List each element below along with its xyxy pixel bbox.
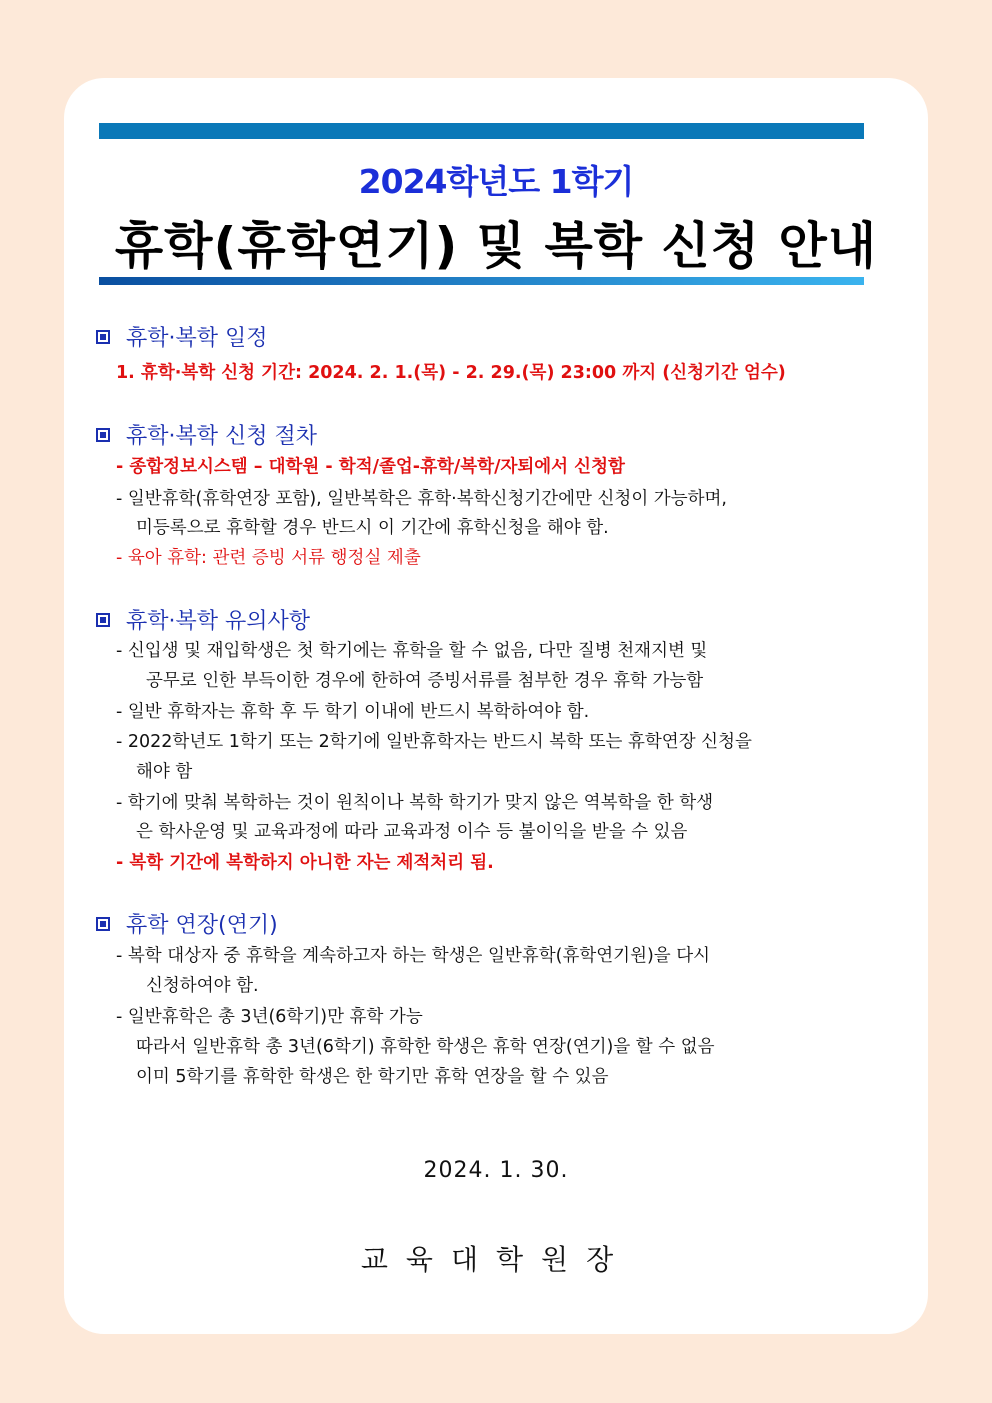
notice-title: 휴학(휴학연기) 및 복학 신청 안내 [114,217,878,275]
notes-line: 해야 함 [136,762,193,782]
section-heading-procedure [96,419,317,450]
square-bullet-icon [96,917,110,931]
section-heading-text: 휴학·복학 유의사항 [126,609,311,634]
notice-card [64,78,928,1334]
bottom-accent-bar [99,277,864,285]
notice-subtitle: 2024학년도 1학기 [358,162,634,201]
notes-line: - 2022학년도 1학기 또는 2학기에 일반휴학자는 반드시 복학 또는 휴학연장 신청을 [116,732,752,752]
procedure-line: - 종합정보시스템 – 대학원 - 학적/졸업-휴학/복학/자퇴에서 신청함 [116,457,625,477]
notice-signer: 교육대학원장 [360,1243,632,1276]
notes-line: 은 학사운영 및 교육과정에 따라 교육과정 이수 등 불이익을 받을 수 있음 [136,822,688,842]
extension-line: 신청하여야 함. [146,976,259,996]
section-heading-text: 휴학·복학 신청 절차 [126,424,317,449]
section-heading-schedule [96,321,268,352]
section-heading-text: 휴학 연장(연기) [126,913,278,938]
section-heading-notes [96,604,310,635]
notes-line: - 학기에 맞춰 복학하는 것이 원칙이나 복학 학기가 맞지 않은 역복학을 한 학생 [116,793,714,813]
notes-line: - 복학 기간에 복학하지 아니한 자는 제적처리 됨. [116,853,494,873]
notes-line: 공무로 인한 부득이한 경우에 한하여 증빙서류를 첨부한 경우 휴학 가능함 [146,671,704,691]
procedure-line: - 일반휴학(휴학연장 포함), 일반복학은 휴학·복학신청기간에만 신청이 가능하며, [116,489,727,509]
notice-date: 2024. 1. 30. [423,1158,569,1183]
square-bullet-icon [96,613,110,627]
section-heading-text: 휴학·복학 일정 [126,326,268,351]
square-bullet-icon [96,330,110,344]
extension-line: - 복학 대상자 중 휴학을 계속하고자 하는 학생은 일반휴학(휴학연기원)을 다시 [116,946,711,966]
top-accent-bar [99,123,864,139]
notes-line: - 신입생 및 재입학생은 첫 학기에는 휴학을 할 수 없음, 다만 질병 천재지변 및 [116,641,708,661]
schedule-line: 1. 휴학·복학 신청 기간: 2024. 2. 1.(목) - 2. 29.(목) 23:00 까지 (신청기간 엄수) [116,363,786,383]
procedure-line: 미등록으로 휴학할 경우 반드시 이 기간에 휴학신청을 해야 함. [136,518,609,538]
extension-line: - 일반휴학은 총 3년(6학기)만 휴학 가능 [116,1007,423,1027]
square-bullet-icon [96,428,110,442]
notes-line: - 일반 휴학자는 휴학 후 두 학기 이내에 반드시 복학하여야 함. [116,702,590,722]
section-heading-extension [96,908,278,939]
procedure-line: - 육아 휴학: 관련 증빙 서류 행정실 제출 [116,548,421,568]
extension-line: 따라서 일반휴학 총 3년(6학기) 휴학한 학생은 휴학 연장(연기)을 할 수 없음 [136,1037,715,1057]
extension-line: 이미 5학기를 휴학한 학생은 한 학기만 휴학 연장을 할 수 있음 [136,1067,609,1087]
